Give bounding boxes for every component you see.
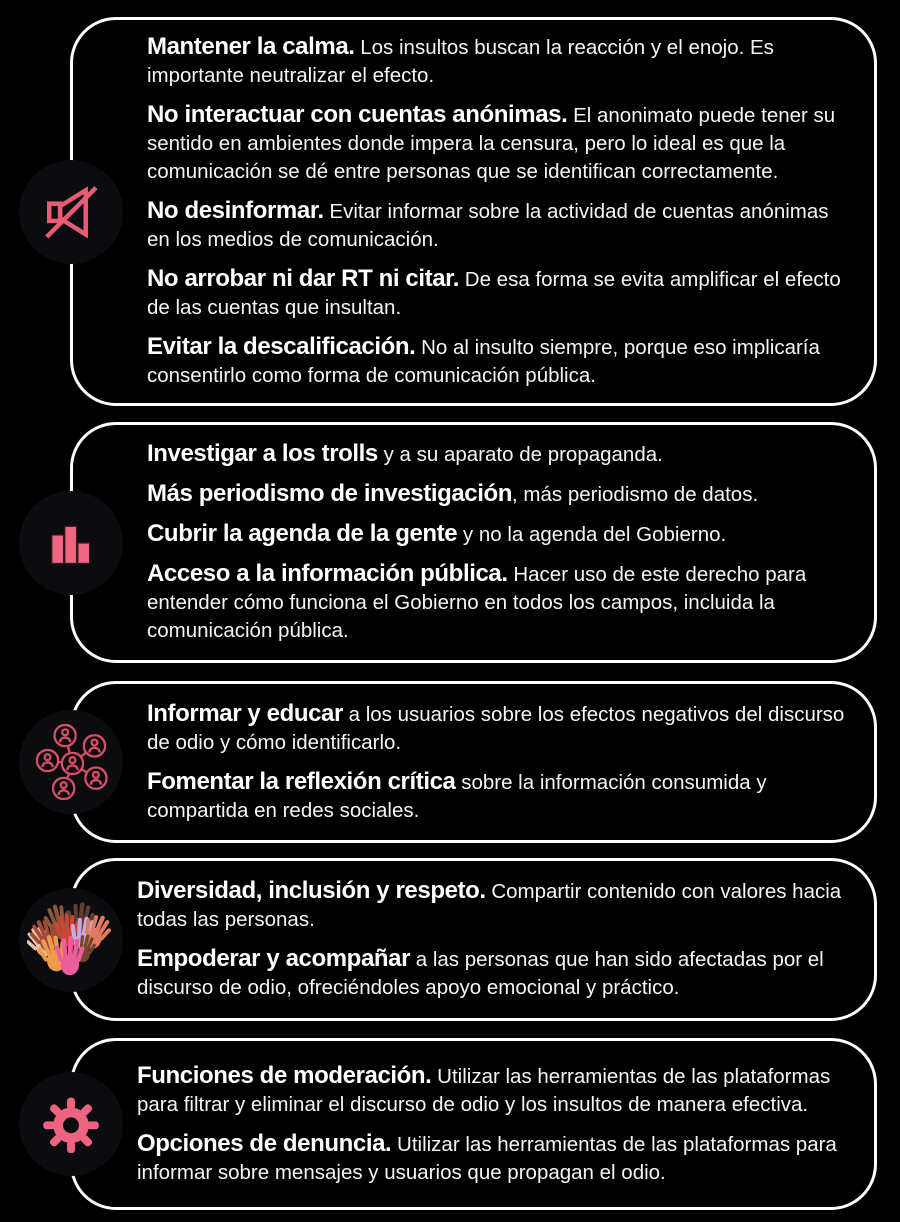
tip-body: El anonimato puede tener su sentido en ambientes donde impera la censura, pero lo ideal es que la comunicación se dé entre personas que se identifican correctamente.: [147, 104, 836, 183]
tip-item: [147, 520, 848, 549]
tip-lead: Mantener la calma.: [147, 33, 355, 60]
tip-body: y no la agenda del Gobierno.: [457, 523, 727, 546]
tip-lead: Fomentar la reflexión crítica: [147, 767, 456, 795]
tip-body: Utilizar las herramientas de las plataformas para informar sobre mensajes y usuarios que propagan el odio.: [137, 1132, 837, 1184]
tip-body: De esa forma se evita amplificar el efecto de las cuentas que insultan.: [147, 268, 841, 319]
tip-lead: Diversidad, inclusión y respeto.: [137, 877, 486, 904]
tip-lead: No desinformar.: [147, 197, 324, 224]
tip-body: Hacer uso de este derecho para entender cómo funciona el Gobierno en todos los campos, incluida la comunicación pública.: [147, 563, 807, 642]
tip-lead: No interactuar con cuentas anónimas.: [147, 101, 568, 128]
people-network-icon: [19, 710, 123, 814]
tip-body: Evitar informar sobre la actividad de cuentas anónimas en los medios de comunicación.: [147, 200, 829, 251]
tip-lead: Investigar a los trolls: [147, 440, 378, 467]
muted-speaker-icon: [19, 160, 123, 264]
tip-item: [147, 768, 848, 825]
tip-item: [137, 945, 848, 1002]
section-netiquette-card: [70, 17, 877, 406]
tip-item: [147, 333, 848, 390]
tip-lead: Funciones de moderación.: [137, 1061, 432, 1089]
tip-body: a las personas que han sido afectadas por el discurso de odio, ofreciéndoles apoyo emocional y práctico.: [137, 948, 824, 999]
tip-item: [137, 877, 848, 934]
tip-body: Utilizar las herramientas de las plataformas para filtrar y eliminar el discurso de odio y los insultos de manera efectiva.: [137, 1064, 831, 1116]
gear-icon: [19, 1072, 123, 1176]
tip-item: [137, 1130, 848, 1187]
bar-chart-icon: [19, 491, 123, 595]
tip-lead: No arrobar ni dar RT ni citar.: [147, 265, 460, 292]
tip-item: [147, 480, 848, 509]
tip-lead: Opciones de denuncia.: [137, 1129, 392, 1157]
tip-lead: Empoderar y acompañar: [137, 945, 411, 972]
tip-item: [147, 101, 848, 186]
tip-item: [147, 197, 848, 254]
tip-item: [147, 33, 848, 90]
tip-item: [147, 700, 848, 757]
tip-lead: Informar y educar: [147, 699, 343, 727]
section-moderation-card: [70, 1038, 877, 1210]
tip-lead: Evitar la descalificación.: [147, 333, 416, 360]
section-education-card: [70, 681, 877, 843]
section-journalism-card: [70, 422, 877, 663]
tip-body: No al insulto siempre, porque eso implicaría consentirlo como forma de comunicación pública.: [147, 336, 820, 387]
tip-body: , más periodismo de datos.: [512, 483, 759, 506]
tip-item: [147, 440, 848, 469]
tip-body: a los usuarios sobre los efectos negativos del discurso de odio y cómo identificarlo.: [147, 702, 845, 754]
tip-body: sobre la información consumida y compartida en redes sociales.: [147, 770, 767, 822]
section-diversity-card: [70, 858, 877, 1021]
tip-body: Compartir contenido con valores hacia todas las personas.: [137, 880, 842, 931]
tip-lead: Cubrir la agenda de la gente: [147, 520, 458, 547]
raised-hands-icon: [19, 888, 123, 992]
tip-item: [137, 1062, 848, 1119]
tip-body: y a su aparato de propaganda.: [377, 443, 663, 466]
tip-item: [147, 265, 848, 322]
tip-lead: Acceso a la información pública.: [147, 560, 508, 587]
tip-lead: Más periodismo de investigación: [147, 480, 513, 507]
tip-body: Los insultos buscan la reacción y el enojo. Es importante neutralizar el efecto.: [147, 36, 774, 87]
tip-item: [147, 560, 848, 645]
